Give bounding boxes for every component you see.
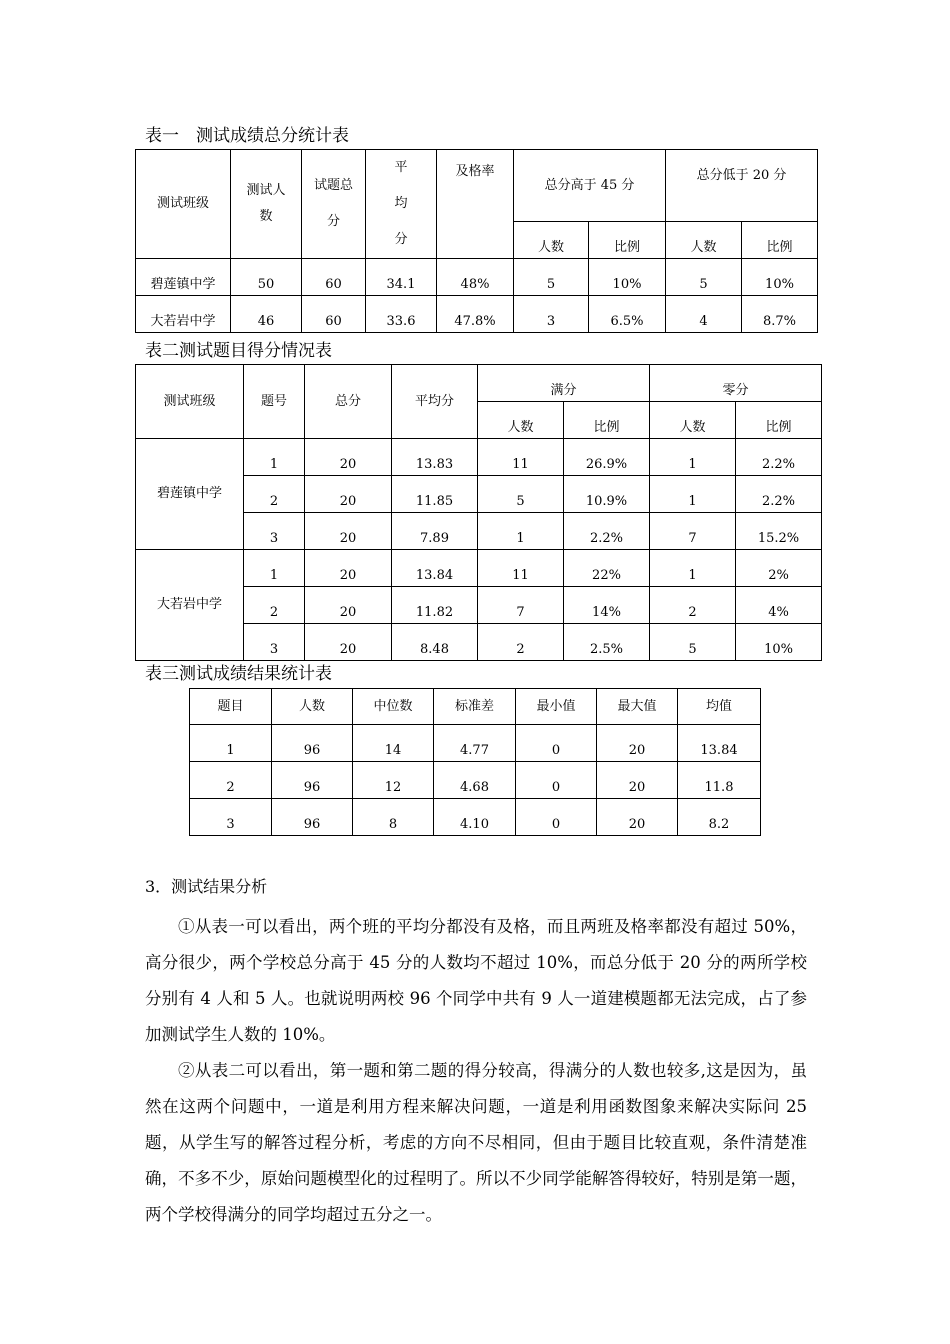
table-row — [190, 762, 761, 799]
cell: 10.9% — [564, 476, 650, 513]
cell: 10% — [742, 259, 818, 296]
header-total: 试题总分 — [302, 150, 366, 259]
header-zero-num: 人数 — [650, 402, 736, 439]
cell: 10% — [736, 624, 822, 661]
cell: 0 — [516, 799, 597, 836]
cell: 1 — [478, 513, 564, 550]
header-max: 最大值 — [597, 689, 678, 725]
cell: 96 — [272, 762, 353, 799]
header-pass-rate: 及格率 — [437, 150, 514, 259]
cell: 2% — [736, 550, 822, 587]
cell: 6.5% — [589, 296, 666, 333]
cell: 26.9% — [564, 439, 650, 476]
score-total-table — [135, 149, 818, 333]
table3-caption: 表三测试成绩结果统计表 — [145, 664, 332, 684]
cell: 33.6 — [366, 296, 437, 333]
header-count: 人数 — [272, 689, 353, 725]
cell-school: 大若岩中学 — [136, 296, 231, 333]
table-row — [136, 259, 818, 296]
cell: 5 — [514, 259, 589, 296]
header-above45: 总分高于 45 分 — [514, 150, 666, 222]
cell: 14 — [353, 725, 434, 762]
cell: 5 — [478, 476, 564, 513]
cell: 5 — [666, 259, 742, 296]
cell: 1 — [650, 550, 736, 587]
cell: 2 — [478, 624, 564, 661]
table-row — [136, 439, 822, 476]
cell: 13.83 — [392, 439, 478, 476]
cell: 20 — [305, 550, 392, 587]
cell: 20 — [597, 725, 678, 762]
table-row — [190, 725, 761, 762]
cell: 4% — [736, 587, 822, 624]
header-stddev: 标准差 — [434, 689, 516, 725]
cell: 4 — [666, 296, 742, 333]
cell: 1 — [190, 725, 272, 762]
header-median: 中位数 — [353, 689, 434, 725]
cell: 13.84 — [392, 550, 478, 587]
cell: 14% — [564, 587, 650, 624]
cell: 15.2% — [736, 513, 822, 550]
cell: 0 — [516, 725, 597, 762]
cell: 2 — [190, 762, 272, 799]
cell: 4.10 — [434, 799, 516, 836]
cell: 2.5% — [564, 624, 650, 661]
cell: 4.77 — [434, 725, 516, 762]
header-above45-ratio: 比例 — [589, 222, 666, 259]
cell: 8.2 — [678, 799, 761, 836]
result-stats-table — [189, 688, 761, 836]
table-row — [136, 550, 822, 587]
cell: 3 — [244, 624, 305, 661]
header-class: 测试班级 — [136, 150, 231, 259]
cell: 11.85 — [392, 476, 478, 513]
header-full-ratio: 比例 — [564, 402, 650, 439]
cell-school: 大若岩中学 — [136, 550, 244, 661]
cell: 7 — [650, 513, 736, 550]
header-count: 测试人数 — [231, 150, 302, 259]
header-qno: 题号 — [244, 365, 305, 439]
cell: 12 — [353, 762, 434, 799]
cell: 2.2% — [564, 513, 650, 550]
cell: 20 — [305, 587, 392, 624]
cell: 47.8% — [437, 296, 514, 333]
cell-school: 碧莲镇中学 — [136, 259, 231, 296]
analysis-paragraph-2: ②从表二可以看出，第一题和第二题的得分较高，得满分的人数也较多,这是因为，虽然在这两个问题中，一道是利用方程来解决问题，一道是利用函数图象来解决实际问 25 题，从学生写的解答过程分析，考虑的方向不尽相同，但由于题目比较直观，条件清楚准确，不多不少，原始问题模型化的过程明了。所以不少同学能解答得较好，特别是第一题，两个学校得满分的同学均超过五分之一。 — [145, 1061, 807, 1224]
header-total: 总分 — [305, 365, 392, 439]
analysis-paragraph-1: ①从表一可以看出，两个班的平均分都没有及格，而且两班及格率都没有超过 50%，高分很少，两个学校总分高于 45 分的人数均不超过 10%，而总分低于 20 分的两所学校分别有 4 人和 5 人。也就说明两校 96 个同学中共有 9 人一道建模题都无法完成，占了参加测试学生人数的 10%。 — [145, 917, 807, 1044]
header-full-num: 人数 — [478, 402, 564, 439]
cell: 11 — [478, 439, 564, 476]
question-score-table — [135, 364, 822, 661]
table2-caption: 表二测试题目得分情况表 — [145, 341, 332, 361]
cell: 4.68 — [434, 762, 516, 799]
cell: 20 — [305, 624, 392, 661]
cell: 3 — [514, 296, 589, 333]
cell: 11.82 — [392, 587, 478, 624]
table-row — [136, 296, 818, 333]
cell: 1 — [650, 439, 736, 476]
cell: 2.2% — [736, 439, 822, 476]
header-avg: 平均分 — [392, 365, 478, 439]
cell: 2 — [244, 587, 305, 624]
cell: 8 — [353, 799, 434, 836]
cell: 8.48 — [392, 624, 478, 661]
cell: 5 — [650, 624, 736, 661]
header-below20-ratio: 比例 — [742, 222, 818, 259]
header-question: 题目 — [190, 689, 272, 725]
cell: 0 — [516, 762, 597, 799]
cell: 20 — [305, 513, 392, 550]
table1-caption: 表一 测试成绩总分统计表 — [145, 126, 349, 146]
cell: 2 — [650, 587, 736, 624]
cell: 1 — [244, 550, 305, 587]
header-avg: 平均分 — [366, 150, 437, 259]
cell: 20 — [305, 439, 392, 476]
cell: 96 — [272, 725, 353, 762]
header-mean: 均值 — [678, 689, 761, 725]
cell: 2 — [244, 476, 305, 513]
cell: 7.89 — [392, 513, 478, 550]
cell: 20 — [305, 476, 392, 513]
cell: 11.8 — [678, 762, 761, 799]
header-zero-ratio: 比例 — [736, 402, 822, 439]
table-row — [190, 799, 761, 836]
header-below20-num: 人数 — [666, 222, 742, 259]
cell: 20 — [597, 762, 678, 799]
header-below20: 总分低于 20 分 — [666, 150, 818, 222]
cell: 34.1 — [366, 259, 437, 296]
cell: 60 — [302, 259, 366, 296]
cell: 1 — [650, 476, 736, 513]
cell: 3 — [244, 513, 305, 550]
cell: 22% — [564, 550, 650, 587]
header-above45-num: 人数 — [514, 222, 589, 259]
header-zero: 零分 — [650, 365, 822, 402]
analysis-title: 3．测试结果分析 — [145, 877, 268, 896]
cell: 3 — [190, 799, 272, 836]
cell: 48% — [437, 259, 514, 296]
header-class: 测试班级 — [136, 365, 244, 439]
cell: 60 — [302, 296, 366, 333]
cell: 7 — [478, 587, 564, 624]
cell: 1 — [244, 439, 305, 476]
cell: 13.84 — [678, 725, 761, 762]
cell: 96 — [272, 799, 353, 836]
header-min: 最小值 — [516, 689, 597, 725]
cell: 8.7% — [742, 296, 818, 333]
cell: 46 — [231, 296, 302, 333]
cell: 2.2% — [736, 476, 822, 513]
cell: 20 — [597, 799, 678, 836]
cell-school: 碧莲镇中学 — [136, 439, 244, 550]
cell: 11 — [478, 550, 564, 587]
cell: 10% — [589, 259, 666, 296]
header-full: 满分 — [478, 365, 650, 402]
cell: 50 — [231, 259, 302, 296]
